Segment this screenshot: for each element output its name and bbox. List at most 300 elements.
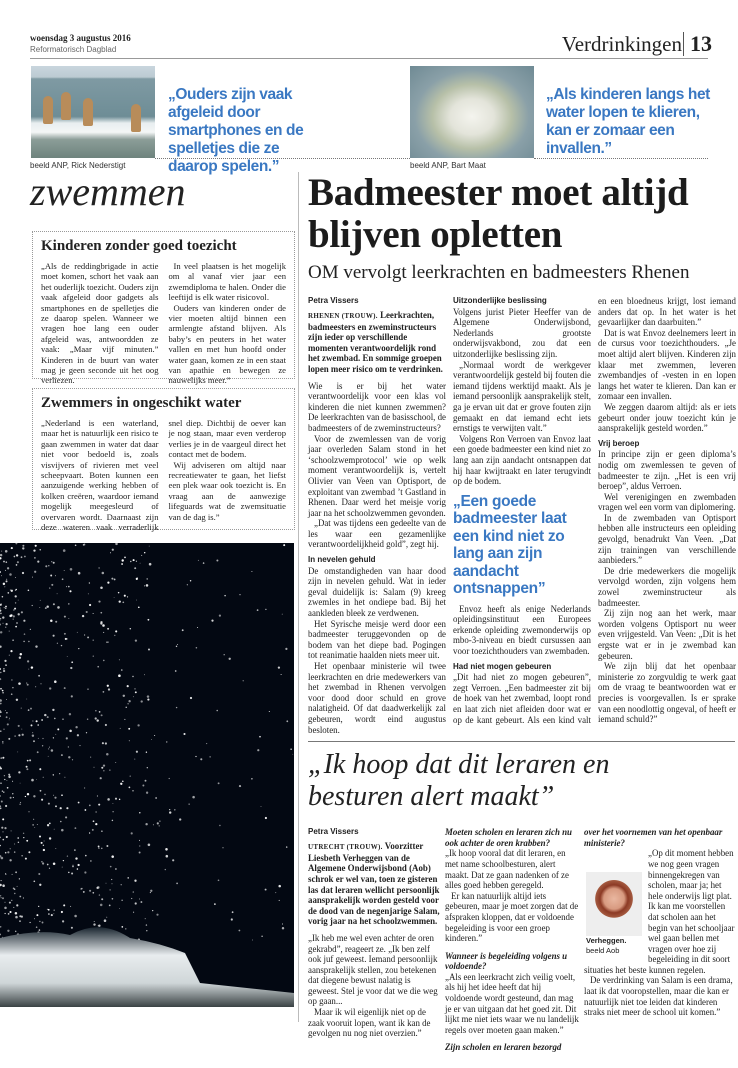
water-drop [142, 785, 144, 787]
water-drop [97, 666, 99, 668]
water-drop [57, 643, 58, 644]
water-drop [100, 777, 102, 779]
water-drop [61, 645, 62, 646]
water-drop [66, 737, 68, 739]
water-drop [2, 831, 3, 832]
water-drop [51, 561, 52, 562]
water-drop [44, 714, 46, 716]
header-rule [30, 58, 708, 59]
water-drop [48, 748, 49, 749]
water-drop [107, 798, 110, 801]
water-drop [8, 913, 10, 915]
portrait-name: Verheggen. [586, 936, 627, 946]
water-drop [43, 777, 44, 778]
water-drop [12, 639, 14, 641]
water-drop [10, 650, 12, 652]
water-drop [28, 709, 30, 711]
water-drop [189, 804, 190, 805]
water-drop [11, 693, 13, 695]
water-drop [51, 584, 53, 586]
portrait-caption [586, 936, 642, 956]
dotted-divider [155, 158, 410, 159]
water-drop [32, 720, 33, 721]
box-title: Kinderen zonder goed toezicht [41, 238, 237, 254]
water-drop [18, 600, 19, 601]
water-drop [146, 752, 147, 753]
box-paragraph: „Als de reddingbrigade in actie moet komen, schort het vaak aan het ouderlijk toezicht. Ouders zijn vaak afgeleid door gadgets als smartphones en de spelletjes die ze daarop spelen. Wanneer we vragen hoe lang een ouder afgeleid was, antwoordden ze vaak: „Maar vijf minuten.” Kinderen in de buurt van water mag je geen seconde uit het oog verliezen. [41, 261, 159, 386]
water-drop [115, 762, 116, 763]
water-drop [15, 912, 18, 915]
water-drop [13, 615, 15, 617]
water-drop [155, 797, 157, 799]
water-drop [53, 737, 54, 738]
water-drop [19, 656, 21, 658]
water-drop [4, 913, 5, 914]
water-drop [16, 622, 18, 624]
water-drop [74, 915, 77, 918]
water-drop [80, 888, 81, 889]
water-drop [0, 933, 1, 935]
water-drop [190, 580, 191, 581]
water-drop [5, 710, 6, 711]
water-drop [32, 824, 34, 826]
water-drop [214, 903, 216, 905]
water-drop [44, 794, 46, 796]
water-drop [33, 549, 35, 551]
water-drop [26, 840, 28, 842]
water-drop [59, 773, 60, 774]
water-drop [146, 584, 149, 587]
water-drop [252, 940, 253, 941]
water-drop [99, 711, 101, 713]
water-drop [216, 559, 218, 561]
water-drop [119, 908, 120, 909]
interview-lead [308, 841, 440, 927]
water-drop [25, 858, 27, 860]
water-drop [71, 927, 73, 929]
water-drop [156, 914, 158, 916]
water-drop [42, 922, 44, 924]
water-drop [49, 837, 51, 839]
water-drop [6, 580, 8, 582]
water-drop [84, 788, 85, 789]
water-drop [5, 550, 8, 553]
water-drop [70, 667, 72, 669]
water-drop [39, 921, 40, 922]
water-drop [23, 620, 25, 622]
water-drop [15, 602, 16, 603]
water-drop [103, 764, 105, 766]
water-drop [8, 738, 10, 740]
subheading: Had niet mogen gebeuren [453, 661, 552, 671]
water-drop [120, 783, 122, 785]
water-drop [4, 902, 5, 903]
water-drop [0, 604, 2, 606]
water-drop [62, 718, 63, 719]
water-drop [49, 823, 51, 825]
water-drop [146, 924, 147, 925]
water-drop [219, 825, 220, 826]
water-drop [1, 603, 2, 604]
water-drop [285, 648, 287, 650]
water-drop [33, 740, 35, 742]
water-drop [128, 700, 130, 702]
water-drop [100, 612, 102, 614]
water-drop [0, 807, 1, 809]
water-drop [39, 607, 40, 608]
water-drop [0, 608, 1, 609]
water-drop [17, 837, 19, 839]
water-drop [0, 624, 1, 626]
paragraph: Er kan natuurlijk altijd iets gebeuren, maar je moet zorgen dat de afspraken kloppen, dat er voldoende begeleiding is voor een groep kinderen.” [445, 890, 579, 944]
water-drop [31, 724, 33, 726]
water-drop [224, 595, 226, 597]
water-drop [2, 692, 4, 694]
water-drop [107, 685, 109, 687]
water-drop [84, 871, 86, 873]
water-drop [103, 660, 105, 662]
water-drop [28, 641, 29, 642]
water-drop [153, 824, 154, 825]
water-drop [53, 795, 54, 796]
water-drop [32, 732, 33, 733]
water-drop [53, 909, 54, 910]
water-drop [7, 787, 9, 789]
water-drop [122, 559, 124, 561]
water-drop [115, 543, 118, 545]
water-drop [50, 619, 53, 622]
water-drop [83, 891, 85, 893]
water-drop [104, 919, 107, 922]
water-drop [13, 618, 14, 619]
interview-question: Moeten scholen en leraren zich nu ook achter de oren krabben? [445, 827, 572, 848]
water-drop [197, 627, 198, 628]
water-drop [47, 824, 49, 826]
water-drop [203, 562, 205, 564]
water-drop [14, 608, 16, 610]
water-drop [103, 770, 104, 771]
water-drop [278, 666, 280, 668]
water-drop [17, 886, 18, 887]
water-drop [112, 820, 114, 822]
water-drop [57, 606, 60, 609]
water-drop [44, 840, 45, 841]
water-drop [52, 709, 54, 711]
water-drop [19, 878, 20, 879]
water-drop [101, 767, 103, 769]
water-drop [257, 609, 259, 611]
water-drop [211, 620, 213, 622]
water-drop [169, 778, 170, 779]
water-drop [49, 687, 51, 689]
water-drop [29, 922, 30, 923]
water-drop [115, 868, 117, 870]
water-drop [223, 654, 224, 655]
water-drop [121, 563, 123, 565]
water-drop [38, 906, 39, 907]
water-drop [67, 656, 68, 657]
water-drop [146, 930, 147, 931]
water-drop [131, 898, 132, 899]
water-drop [13, 888, 15, 890]
water-drop [22, 547, 24, 549]
water-drop [8, 776, 11, 779]
water-drop [140, 563, 141, 564]
water-drop [0, 884, 2, 886]
water-drop [282, 927, 284, 929]
water-drop [265, 889, 267, 891]
water-drop [98, 925, 100, 927]
water-drop [251, 571, 252, 572]
paragraph: We zeggen daarom altijd: als er iets gebeurt onder jouw toezicht kún je aansprakelijk gesteld worden.” [598, 401, 736, 434]
water-drop [16, 904, 18, 906]
water-drop [27, 684, 29, 686]
water-drop [119, 600, 121, 602]
water-drop [6, 665, 7, 666]
dateline: UTRECHT (TROUW). [308, 843, 383, 852]
water-drop [111, 855, 114, 858]
water-drop [74, 849, 75, 850]
interview-column-3 [584, 827, 736, 1053]
water-drop [187, 584, 188, 585]
water-drop [4, 775, 5, 776]
water-drop [115, 798, 117, 800]
water-drops [0, 543, 293, 943]
water-drop [78, 802, 80, 804]
water-drop [122, 601, 124, 603]
pull-quote-parents: „Ouders zijn vaak afgeleid door smartphones en de spelletjes die ze daarop spelen.” [168, 86, 304, 175]
water-drop [18, 725, 20, 727]
paragraph: Envoz heeft als enige Nederlands opleidingsinstituut een Europees erkende opleiding zwemonderwijs op mbo-3-niveau en biedt cursussen aan voor toezichthouders van zwembaden. [453, 603, 591, 657]
water-drop [148, 844, 151, 847]
water-drop [275, 892, 276, 893]
water-drop [261, 935, 263, 937]
water-drop [47, 716, 49, 718]
water-drop [137, 577, 138, 578]
water-drop [5, 874, 6, 875]
paragraph: „Dat was tijdens een gedeelte van de les waar een gezamenlijke verantwoordelijkheid gold”, zegt hij. [308, 518, 446, 550]
paragraph: Volgens Ron Verroen van Envoz laat een goede badmeester een kind niet zo lang aan zijn aandacht ontsnappen dat hij haar kwijtraakt en later terugvindt op de bodem. [453, 433, 591, 487]
water-drop [26, 768, 28, 770]
water-drop [4, 907, 7, 910]
water-drop [36, 926, 38, 928]
issue-date: woensdag 3 augustus 2016 [30, 33, 131, 43]
water-drop [108, 642, 109, 643]
water-drop [103, 691, 105, 693]
water-drop [98, 567, 99, 568]
water-drop [11, 679, 12, 680]
water-drop [7, 567, 9, 569]
water-drop [37, 724, 39, 726]
child-figure [61, 92, 71, 120]
water-drop [129, 740, 130, 741]
water-drop [9, 859, 11, 861]
water-drop [12, 781, 13, 782]
water-drop [34, 557, 36, 559]
water-drop [278, 885, 281, 888]
water-drop [139, 852, 141, 854]
water-drop [0, 646, 2, 648]
water-drop [82, 615, 84, 617]
water-drop [69, 730, 72, 733]
water-drop [133, 891, 135, 893]
water-drop [265, 817, 267, 819]
water-drop [27, 793, 29, 795]
lead-text: Leerkrachten, badmeesters en zweminstructeurs zijn ieder op verschillende momenten verantwoordelijk rond het zwembad. En sommige groepen lopen meer risico om te verdrinken. [308, 310, 443, 374]
water-drop [50, 575, 52, 577]
water-drop [279, 900, 280, 901]
water-drop [6, 712, 8, 714]
water-drop [107, 628, 109, 630]
article-body [308, 296, 736, 735]
water-drop [48, 913, 50, 915]
water-drop [0, 571, 1, 573]
water-drop [28, 851, 30, 853]
water-drop [169, 811, 171, 813]
water-drop [98, 847, 99, 848]
water-drop [31, 666, 33, 668]
water-drop [87, 688, 89, 690]
water-drop [14, 893, 15, 894]
water-drop [166, 855, 169, 858]
water-drop [40, 600, 41, 601]
water-drop [4, 586, 5, 587]
water-drop [7, 851, 9, 853]
water-drop [22, 545, 24, 547]
water-drop [134, 759, 135, 760]
water-drop [0, 795, 1, 796]
water-drop [64, 777, 65, 778]
water-drop [72, 865, 73, 866]
paragraph: Wie is er bij het water verantwoordelijk voor een klas vol kinderen die niet kunnen zwemmen? De leerkrachten van de basisschool, de badmeesters of de zweminstructeurs? [308, 380, 447, 433]
water-drop [23, 897, 24, 898]
subheading: In nevelen gehuld [308, 555, 376, 565]
water-drop [93, 923, 95, 925]
water-drop [21, 855, 22, 856]
water-drop [7, 592, 9, 594]
water-drop [15, 595, 17, 597]
water-drop [148, 649, 150, 651]
water-drop [23, 641, 25, 643]
water-drop [62, 920, 64, 922]
byline: Petra Vissers [308, 827, 359, 837]
water-drop [80, 745, 81, 746]
water-drop [5, 805, 7, 807]
water-drop [121, 884, 122, 885]
water-drop [21, 611, 23, 613]
water-drop [196, 647, 198, 649]
box-paragraph: Wij adviseren om altijd naar recreatiewater te gaan, het liefst een plek waar ook toezicht is. En vraag aan de aanwezige lifeguards wat de zwemsituatie van de dag is.” [168, 459, 286, 522]
water-drop [147, 695, 149, 697]
water-drop [132, 790, 134, 792]
water-drop [54, 718, 56, 720]
water-drop [114, 597, 115, 598]
water-drop [126, 707, 127, 708]
water-drop [1, 827, 3, 829]
water-drop [32, 734, 34, 736]
water-drop [42, 738, 43, 739]
paragraph: De omstandigheden van haar dood zijn in nevelen gehuld. Wat in ieder geval duidelijk is: Salam (9) kreeg zwemles in het ondiepe bad. Bij het aankleden bleek ze verdwenen. [308, 565, 446, 619]
water-drop [78, 648, 79, 649]
water-drop [64, 570, 65, 571]
water-drop [261, 806, 262, 807]
water-drop [0, 837, 1, 839]
water-drop [110, 866, 112, 868]
water-drop [97, 719, 99, 721]
water-drop [92, 829, 94, 831]
water-drop [53, 774, 54, 775]
water-drop [0, 672, 1, 673]
water-drop [25, 796, 26, 797]
water-drop [33, 795, 35, 797]
water-drop [40, 790, 42, 792]
water-drop [16, 564, 18, 566]
water-drop [0, 554, 2, 556]
water-drop [130, 628, 131, 629]
water-drop [133, 559, 135, 561]
water-drop [269, 711, 270, 712]
child-figure [43, 96, 53, 124]
water-drop [32, 605, 33, 606]
water-drop [14, 735, 15, 736]
paragraph: „Op dit moment hebben we nog geen vragen binnengekregen van scholen, maar ja; het hele onderwijs ligt plat. Ik kan me voorstellen dat scholen aan het begin van het schooljaar wel gaan bellen met vragen over hoe zij begeleiding in dit soort situaties het beste kunnen regelen. [584, 848, 735, 975]
water-drop [1, 897, 2, 898]
water-drop [28, 811, 29, 812]
water-drop [11, 547, 13, 549]
subheading: Vrij beroep [598, 438, 640, 448]
water-drop [222, 847, 223, 848]
water-drop [66, 586, 67, 587]
water-drop [111, 883, 112, 884]
water-drop [144, 585, 145, 586]
water-drop [172, 859, 174, 861]
interview-headline: „Ik hoop dat dit leraren en besturen alert maakt” [308, 749, 610, 813]
water-drop [61, 911, 63, 913]
water-drop [139, 845, 140, 846]
photo-caption: beeld ANP, Bart Maat [410, 161, 486, 170]
water-drop [86, 611, 88, 613]
water-drop [2, 616, 4, 618]
water-drop [2, 884, 5, 887]
water-drop [286, 720, 288, 722]
water-drop [144, 674, 145, 675]
water-drop [9, 615, 12, 618]
water-drop [100, 621, 102, 623]
water-drop [111, 578, 113, 580]
water-drop [232, 911, 234, 913]
water-drop [0, 757, 2, 759]
water-drop [34, 918, 35, 919]
water-drop [27, 660, 29, 662]
water-drop [42, 745, 43, 746]
water-drop [101, 830, 103, 832]
water-drop [53, 913, 54, 914]
water-drop [5, 570, 6, 571]
water-drop [57, 728, 59, 730]
water-drop [24, 556, 26, 558]
paragraph: Volgens jurist Pieter Heeffer van de Algemene Onderwijsbond, Nederlands grootste onderwijsvakbond, zou dat een uitzonderlijke beslissing zijn. [453, 306, 591, 359]
water-drop [12, 687, 14, 689]
paragraph: Zij zijn nog aan het werk, maar worden volgens Optisport nu weer even vrijgesteld. Van Veen: „Dit is het ergste wat er in je zwembad kan gebeuren. [598, 608, 736, 661]
water-drop [98, 601, 100, 603]
water-drop [37, 751, 39, 753]
water-drop [95, 710, 96, 711]
water-drop [176, 883, 178, 885]
water-drop [32, 577, 33, 578]
water-drop [7, 930, 9, 932]
water-drop [2, 897, 4, 899]
paragraph: Het Syrische meisje werd door een badmeester teruggevonden op de bodem van het diepe bad. Pogingen tot reanimatie haalden niets meer uit. [308, 618, 446, 661]
